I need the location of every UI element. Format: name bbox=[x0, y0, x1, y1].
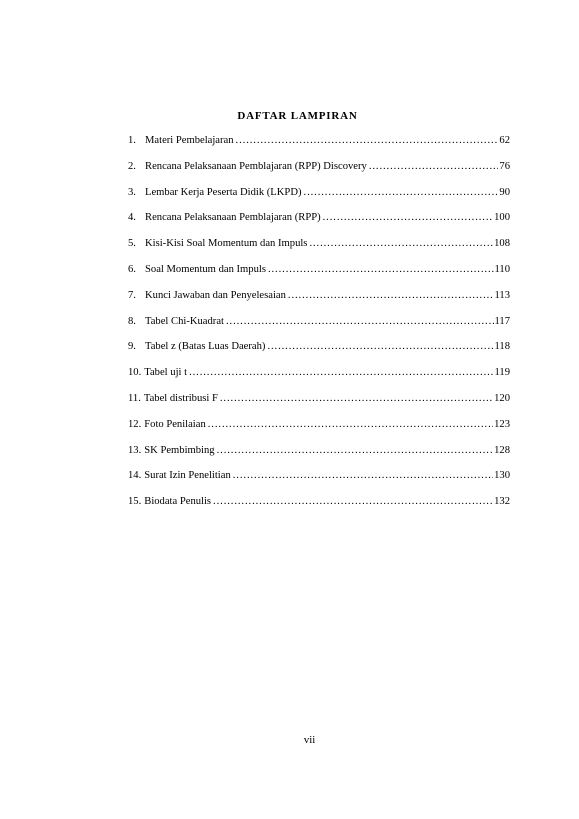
entry-number: 13. bbox=[128, 444, 142, 456]
entry-number: 3. bbox=[128, 186, 136, 198]
page-number: vii bbox=[303, 734, 316, 746]
entry-page-number: 110 bbox=[494, 263, 510, 275]
entry-title: Foto Penilaian bbox=[144, 418, 206, 430]
list-item bbox=[128, 338, 510, 364]
entry-number: 9. bbox=[128, 341, 136, 353]
entry-number: 10. bbox=[128, 367, 142, 379]
dot-leader bbox=[220, 390, 493, 408]
dot-leader bbox=[268, 261, 494, 279]
list-item bbox=[128, 442, 510, 468]
dot-leader bbox=[217, 442, 494, 460]
list-item bbox=[128, 209, 510, 235]
dot-leader bbox=[288, 287, 494, 305]
list-item bbox=[128, 467, 510, 493]
dot-leader bbox=[309, 235, 493, 253]
entry-page-number: 62 bbox=[499, 135, 510, 146]
entry-number: 6. bbox=[128, 263, 136, 275]
entry-number: 7. bbox=[128, 289, 136, 301]
dot-leader bbox=[236, 132, 499, 150]
dot-leader bbox=[267, 338, 493, 356]
list-item bbox=[128, 184, 510, 210]
page-title: DAFTAR LAMPIRAN bbox=[237, 110, 358, 122]
list-item bbox=[128, 235, 510, 261]
entry-title: Kisi-Kisi Soal Momentum dan Impuls bbox=[145, 238, 308, 250]
entry-title: Lembar Kerja Peserta Didik (LKPD) bbox=[145, 186, 302, 198]
entry-title: Rencana Pelaksanaan Pemblajaran (RPP) Discovery bbox=[145, 160, 367, 172]
dot-leader bbox=[233, 467, 493, 485]
entry-page-number: 123 bbox=[494, 418, 510, 430]
entry-page-number: 76 bbox=[499, 160, 510, 172]
list-item bbox=[128, 313, 510, 339]
appendix-list bbox=[128, 132, 510, 519]
entry-page-number: 90 bbox=[499, 186, 510, 198]
entry-page-number: 128 bbox=[494, 444, 510, 456]
dot-leader bbox=[369, 158, 499, 176]
list-item bbox=[128, 364, 510, 390]
dot-leader bbox=[213, 493, 493, 511]
entry-number: 15. bbox=[128, 496, 142, 508]
entry-title: Tabel uji t bbox=[144, 367, 188, 379]
entry-page-number: 113 bbox=[494, 289, 510, 301]
entry-title: Biodata Penulis bbox=[144, 496, 212, 508]
entry-title: Tabel distribusi F bbox=[143, 392, 218, 404]
entry-title: Tabel z (Batas Luas Daerah) bbox=[145, 341, 266, 353]
entry-page-number: 130 bbox=[494, 470, 510, 482]
entry-page-number: 100 bbox=[494, 212, 510, 224]
list-item bbox=[128, 416, 510, 442]
list-item bbox=[128, 158, 510, 184]
entry-page-number: 132 bbox=[494, 496, 510, 508]
entry-title: Rencana Pelaksanaan Pemblajaran (RPP) bbox=[145, 212, 321, 224]
entry-title: Kunci Jawaban dan Penyelesaian bbox=[145, 289, 286, 301]
entry-page-number: 117 bbox=[494, 315, 510, 327]
entry-page-number: 119 bbox=[494, 367, 510, 379]
entry-title: Soal Momentum dan Impuls bbox=[145, 263, 266, 275]
list-item bbox=[128, 261, 510, 287]
entry-title: Materi Pembelajaran bbox=[145, 135, 234, 146]
entry-page-number: 118 bbox=[494, 341, 510, 353]
entry-page-number: 108 bbox=[494, 238, 510, 250]
dot-leader bbox=[189, 364, 493, 382]
entry-number: 12. bbox=[128, 418, 142, 430]
entry-number: 5. bbox=[128, 238, 136, 250]
entry-number: 14. bbox=[128, 470, 142, 482]
dot-leader bbox=[226, 313, 494, 331]
entry-number: 8. bbox=[128, 315, 136, 327]
list-item bbox=[128, 132, 510, 158]
list-item bbox=[128, 287, 510, 313]
list-item bbox=[128, 493, 510, 519]
dot-leader bbox=[208, 416, 493, 434]
list-item bbox=[128, 390, 510, 416]
entry-title: Tabel Chi-Kuadrat bbox=[145, 315, 224, 327]
entry-number: 1. bbox=[128, 135, 136, 146]
entry-number: 4. bbox=[128, 212, 136, 224]
entry-number: 11. bbox=[128, 392, 141, 404]
dot-leader bbox=[304, 184, 499, 202]
entry-page-number: 120 bbox=[494, 392, 510, 404]
dot-leader bbox=[323, 209, 493, 227]
entry-title: Surat Izin Penelitian bbox=[144, 470, 231, 482]
entry-title: SK Pembimbing bbox=[144, 444, 215, 456]
entry-number: 2. bbox=[128, 160, 136, 172]
